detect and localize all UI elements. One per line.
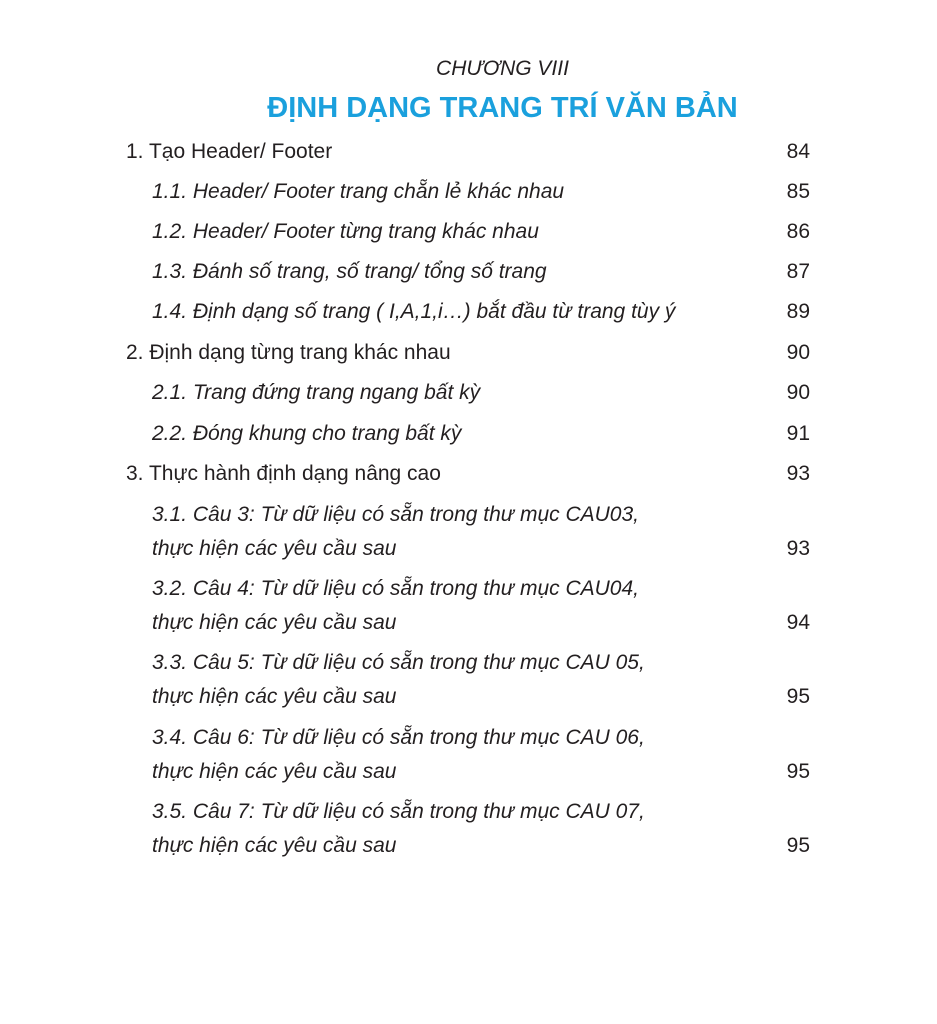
toc-entry-page-number: 91 [786,422,810,445]
toc-entry-page-number: 85 [786,180,810,203]
toc-entry-title [152,721,645,789]
toc-subsection-entry [0,215,937,249]
toc-entry-title-line: 1. Tạo Header/ Footer [126,140,333,163]
toc-entry-page-number: 93 [786,537,810,560]
toc-subsection-entry [0,646,937,714]
toc-subsection-entry [0,795,937,863]
toc-entry-title-line: 1.2. Header/ Footer từng trang khác nhau [152,220,539,243]
toc-entry-title-line: 2. Định dạng từng trang khác nhau [126,341,451,364]
toc-entry-page-number: 89 [786,300,810,323]
toc-section-entry [0,457,937,491]
toc-entry-title-line: 1.4. Định dạng số trang ( I,A,1,i…) bắt đầu từ trang tùy ý [152,300,676,323]
toc-entry-title-line: 2.2. Đóng khung cho trang bất kỳ [152,422,462,445]
toc-entry-page-number: 95 [786,685,810,708]
toc-subsection-entry [0,417,937,451]
toc-subsection-entry [0,175,937,209]
toc-entry-page-number: 90 [786,381,810,404]
toc-entry-title [152,646,645,714]
toc-entry-page-number: 84 [786,140,810,163]
toc-entry-title [152,255,547,289]
toc-entry-title [152,295,675,329]
toc-entry-title-line: thực hiện các yêu cầu sau [152,760,397,783]
toc-subsection-entry [0,255,937,289]
toc-entry-title-line: 3.2. Câu 4: Từ dữ liệu có sẵn trong thư mục CAU04, [152,577,639,600]
toc-subsection-entry [0,572,937,640]
toc-entry-title-line: 2.1. Trang đứng trang ngang bất kỳ [152,381,481,404]
toc-entry-title-line: 3.1. Câu 3: Từ dữ liệu có sẵn trong thư mục CAU03, [152,503,639,526]
toc-entry-title-line: 3. Thực hành định dạng nâng cao [126,462,441,485]
toc-section-entry [0,135,937,169]
toc-entry-title [126,336,451,370]
toc-entry-title-line: thực hiện các yêu cầu sau [152,537,397,560]
toc-section-entry [0,336,937,370]
toc-entry-title [152,795,645,863]
toc-entry-title-line: 3.3. Câu 5: Từ dữ liệu có sẵn trong thư mục CAU 05, [152,651,645,674]
toc-entry-title-line: thực hiện các yêu cầu sau [152,834,397,857]
toc-entry-page-number: 94 [786,611,810,634]
toc-entry-page-number: 86 [786,220,810,243]
toc-subsection-entry [0,376,937,410]
toc-entry-title-line: 1.3. Đánh số trang, số trang/ tổng số trang [152,260,547,283]
toc-entry-page-number: 87 [786,260,810,283]
toc-entry-title [152,215,539,249]
toc-entry-title [152,175,564,209]
toc-entry-page-number: 95 [786,834,810,857]
toc-entry-title-line: 1.1. Header/ Footer trang chẵn lẻ khác nhau [152,180,565,203]
toc-entry-title-line: thực hiện các yêu cầu sau [152,611,397,634]
toc-entry-title [152,376,480,410]
toc-entry-page-number: 95 [786,760,810,783]
toc-subsection-entry [0,721,937,789]
toc-entry-title [126,457,441,491]
toc-entry-title [152,572,639,640]
chapter-label: CHƯƠNG VIII [436,57,569,80]
toc-entry-title [152,498,639,566]
toc-subsection-entry [0,295,937,329]
toc-entry-title-line: 3.4. Câu 6: Từ dữ liệu có sẵn trong thư mục CAU 06, [152,726,645,749]
toc-subsection-entry [0,498,937,566]
chapter-title: ĐỊNH DẠNG TRANG TRÍ VĂN BẢN [267,92,738,124]
toc-entry-title-line: 3.5. Câu 7: Từ dữ liệu có sẵn trong thư mục CAU 07, [152,800,645,823]
toc-entry-title [126,135,332,169]
toc-entry-page-number: 90 [786,341,810,364]
toc-entry-title [152,417,461,451]
toc-entry-title-line: thực hiện các yêu cầu sau [152,685,397,708]
toc-entry-page-number: 93 [786,462,810,485]
